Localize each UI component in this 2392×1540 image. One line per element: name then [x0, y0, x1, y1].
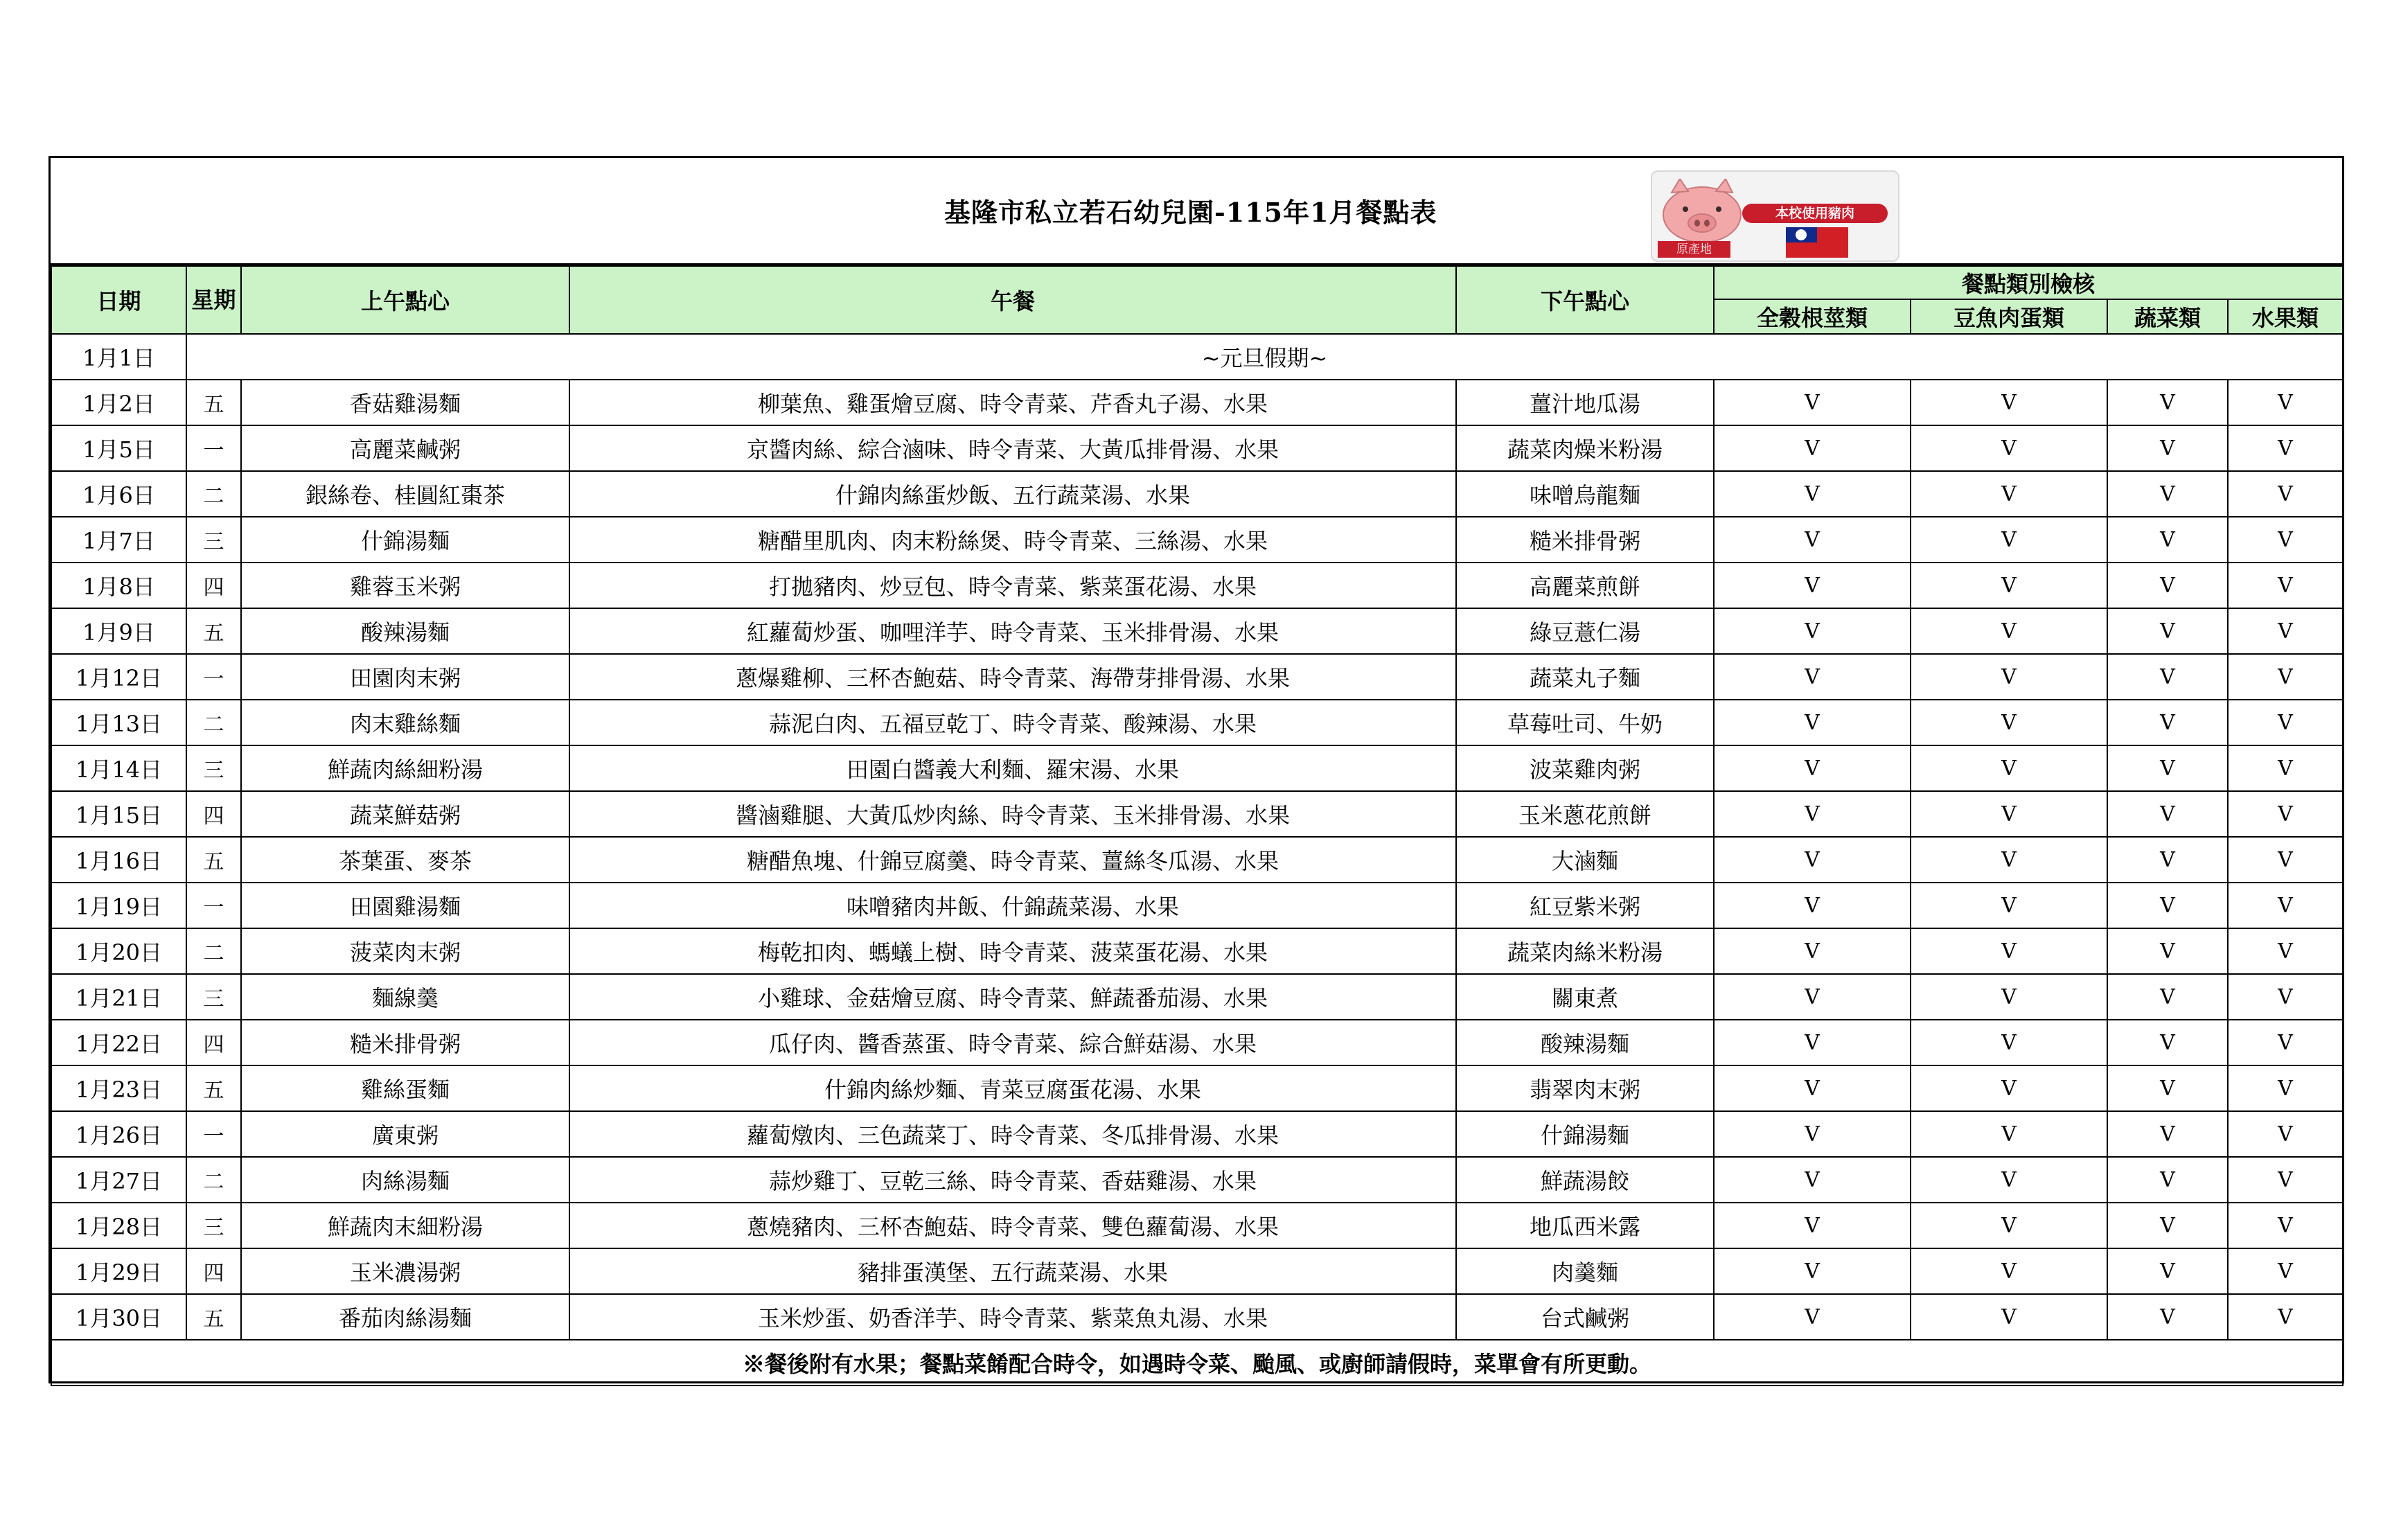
- check-grains: V: [1714, 1294, 1911, 1340]
- menu-lunch: 蔥燒豬肉、三杯杏鮑菇、時令青菜、雙色蘿蔔湯、水果: [569, 1203, 1456, 1248]
- menu-lunch: 蔥爆雞柳、三杯杏鮑菇、時令青菜、海帶芽排骨湯、水果: [569, 654, 1456, 700]
- menu-date: 1月23日: [51, 1065, 186, 1111]
- check-grains: V: [1714, 1065, 1911, 1111]
- menu-afternoon-snack: 蔬菜肉絲米粉湯: [1456, 928, 1714, 974]
- menu-weekday: 五: [186, 608, 241, 654]
- menu-afternoon-snack: 味噌烏龍麵: [1456, 471, 1714, 517]
- table-row: [51, 1111, 2343, 1157]
- table-row: [51, 1294, 2343, 1340]
- menu-lunch: 瓜仔肉、醬香蒸蛋、時令青菜、綜合鮮菇湯、水果: [569, 1020, 1456, 1065]
- check-fruit: V: [2228, 837, 2343, 883]
- check-protein: V: [1911, 1157, 2107, 1203]
- check-grains: V: [1714, 517, 1911, 563]
- header-fruit: 水果類: [2228, 299, 2343, 334]
- check-grains: V: [1714, 471, 1911, 517]
- menu-morning-snack: 菠菜肉末粥: [241, 928, 569, 974]
- menu-weekday: 三: [186, 517, 241, 563]
- menu-afternoon-snack: 紅豆紫米粥: [1456, 883, 1714, 928]
- check-grains: V: [1714, 425, 1911, 471]
- holiday-row: [51, 334, 2343, 380]
- menu-morning-snack: 田園雞湯麵: [241, 883, 569, 928]
- menu-date: 1月22日: [51, 1020, 186, 1065]
- menu-morning-snack: 酸辣湯麵: [241, 608, 569, 654]
- menu-weekday: 五: [186, 380, 241, 425]
- menu-date: 1月14日: [51, 745, 186, 791]
- check-protein: V: [1911, 1065, 2107, 1111]
- menu-morning-snack: 麵線羹: [241, 974, 569, 1020]
- menu-weekday: 一: [186, 883, 241, 928]
- menu-weekday: 四: [186, 1248, 241, 1294]
- menu-weekday: 五: [186, 1065, 241, 1111]
- check-protein: V: [1911, 1111, 2107, 1157]
- check-vegetables: V: [2107, 791, 2228, 837]
- check-protein: V: [1911, 883, 2107, 928]
- check-grains: V: [1714, 974, 1911, 1020]
- menu-date: 1月5日: [51, 425, 186, 471]
- table-row: [51, 608, 2343, 654]
- menu-date: 1月28日: [51, 1203, 186, 1248]
- header-protein: 豆魚肉蛋類: [1911, 299, 2107, 334]
- table-row: [51, 380, 2343, 425]
- check-fruit: V: [2228, 1157, 2343, 1203]
- check-vegetables: V: [2107, 1111, 2228, 1157]
- menu-afternoon-snack: 什錦湯麵: [1456, 1111, 1714, 1157]
- menu-weekday: 三: [186, 974, 241, 1020]
- menu-morning-snack: 廣東粥: [241, 1111, 569, 1157]
- check-vegetables: V: [2107, 1020, 2228, 1065]
- check-fruit: V: [2228, 745, 2343, 791]
- check-protein: V: [1911, 974, 2107, 1020]
- check-protein: V: [1911, 745, 2107, 791]
- menu-lunch: 打拋豬肉、炒豆包、時令青菜、紫菜蛋花湯、水果: [569, 563, 1456, 608]
- check-vegetables: V: [2107, 1065, 2228, 1111]
- header-afternoon-snack: 下午點心: [1456, 266, 1714, 334]
- menu-date: 1月26日: [51, 1111, 186, 1157]
- menu-afternoon-snack: 大滷麵: [1456, 837, 1714, 883]
- menu-lunch: 田園白醬義大利麵、羅宋湯、水果: [569, 745, 1456, 791]
- menu-weekday: 二: [186, 700, 241, 745]
- table-row: [51, 791, 2343, 837]
- check-grains: V: [1714, 928, 1911, 974]
- menu-lunch: 味噌豬肉丼飯、什錦蔬菜湯、水果: [569, 883, 1456, 928]
- table-row: [51, 837, 2343, 883]
- menu-date: 1月20日: [51, 928, 186, 974]
- menu-afternoon-snack: 蔬菜丸子麵: [1456, 654, 1714, 700]
- menu-weekday: 二: [186, 928, 241, 974]
- menu-date: 1月13日: [51, 700, 186, 745]
- check-vegetables: V: [2107, 883, 2228, 928]
- menu-afternoon-snack: 波菜雞肉粥: [1456, 745, 1714, 791]
- check-fruit: V: [2228, 563, 2343, 608]
- holiday-text: ~元旦假期~: [186, 334, 2343, 380]
- table-row: [51, 928, 2343, 974]
- check-fruit: V: [2228, 1111, 2343, 1157]
- menu-lunch: 蒜炒雞丁、豆乾三絲、時令青菜、香菇雞湯、水果: [569, 1157, 1456, 1203]
- menu-afternoon-snack: 地瓜西米露: [1456, 1203, 1714, 1248]
- table-row: [51, 425, 2343, 471]
- menu-morning-snack: 銀絲卷、桂圓紅棗茶: [241, 471, 569, 517]
- menu-date: 1月21日: [51, 974, 186, 1020]
- check-protein: V: [1911, 837, 2107, 883]
- check-vegetables: V: [2107, 700, 2228, 745]
- menu-lunch: 玉米炒蛋、奶香洋芋、時令青菜、紫菜魚丸湯、水果: [569, 1294, 1456, 1340]
- check-protein: V: [1911, 1248, 2107, 1294]
- check-protein: V: [1911, 380, 2107, 425]
- check-vegetables: V: [2107, 974, 2228, 1020]
- header-vegetables: 蔬菜類: [2107, 299, 2228, 334]
- menu-weekday: 四: [186, 563, 241, 608]
- menu-weekday: 二: [186, 1157, 241, 1203]
- check-protein: V: [1911, 1294, 2107, 1340]
- menu-date: 1月9日: [51, 608, 186, 654]
- menu-weekday: 三: [186, 1203, 241, 1248]
- table-row: [51, 563, 2343, 608]
- header-check-group: 餐點類別檢核: [1714, 266, 2343, 299]
- footer-note: ※餐後附有水果；餐點菜餚配合時令，如遇時令菜、颱風、或廚師請假時，菜單會有所更動。: [51, 1340, 2343, 1386]
- menu-afternoon-snack: 玉米蔥花煎餅: [1456, 791, 1714, 837]
- check-grains: V: [1714, 1111, 1911, 1157]
- menu-weekday: 五: [186, 837, 241, 883]
- menu-lunch: 柳葉魚、雞蛋燴豆腐、時令青菜、芹香丸子湯、水果: [569, 380, 1456, 425]
- check-grains: V: [1714, 700, 1911, 745]
- check-grains: V: [1714, 1020, 1911, 1065]
- menu-lunch: 什錦肉絲炒麵、青菜豆腐蛋花湯、水果: [569, 1065, 1456, 1111]
- check-fruit: V: [2228, 1020, 2343, 1065]
- table-row: [51, 471, 2343, 517]
- check-vegetables: V: [2107, 425, 2228, 471]
- check-vegetables: V: [2107, 471, 2228, 517]
- menu-morning-snack: 糙米排骨粥: [241, 1020, 569, 1065]
- menu-weekday: 一: [186, 425, 241, 471]
- menu-weekday: 四: [186, 791, 241, 837]
- check-protein: V: [1911, 1203, 2107, 1248]
- menu-morning-snack: 香菇雞湯麵: [241, 380, 569, 425]
- check-grains: V: [1714, 563, 1911, 608]
- header-date: 日期: [51, 266, 186, 334]
- check-vegetables: V: [2107, 1203, 2228, 1248]
- menu-weekday: 三: [186, 745, 241, 791]
- menu-lunch: 小雞球、金菇燴豆腐、時令青菜、鮮蔬番茄湯、水果: [569, 974, 1456, 1020]
- table-row: [51, 883, 2343, 928]
- check-vegetables: V: [2107, 745, 2228, 791]
- check-grains: V: [1714, 1203, 1911, 1248]
- check-vegetables: V: [2107, 1248, 2228, 1294]
- menu-morning-snack: 田園肉末粥: [241, 654, 569, 700]
- menu-date: 1月2日: [51, 380, 186, 425]
- check-vegetables: V: [2107, 1294, 2228, 1340]
- menu-date: 1月12日: [51, 654, 186, 700]
- check-vegetables: V: [2107, 563, 2228, 608]
- menu-lunch: 蘿蔔燉肉、三色蔬菜丁、時令青菜、冬瓜排骨湯、水果: [569, 1111, 1456, 1157]
- menu-morning-snack: 肉絲湯麵: [241, 1157, 569, 1203]
- check-grains: V: [1714, 837, 1911, 883]
- check-vegetables: V: [2107, 654, 2228, 700]
- menu-morning-snack: 雞絲蛋麵: [241, 1065, 569, 1111]
- menu-weekday: 一: [186, 654, 241, 700]
- check-vegetables: V: [2107, 608, 2228, 654]
- header-morning-snack: 上午點心: [241, 266, 569, 334]
- table-row: [51, 1203, 2343, 1248]
- menu-date: 1月7日: [51, 517, 186, 563]
- menu-weekday: 二: [186, 471, 241, 517]
- check-grains: V: [1714, 654, 1911, 700]
- check-fruit: V: [2228, 1203, 2343, 1248]
- menu-lunch: 京醬肉絲、綜合滷味、時令青菜、大黃瓜排骨湯、水果: [569, 425, 1456, 471]
- menu-lunch: 糖醋里肌肉、肉末粉絲煲、時令青菜、三絲湯、水果: [569, 517, 1456, 563]
- header-grains: 全穀根莖類: [1714, 299, 1911, 334]
- menu-afternoon-snack: 鮮蔬湯餃: [1456, 1157, 1714, 1203]
- check-fruit: V: [2228, 654, 2343, 700]
- badge-banner: 本校使用豬肉: [1742, 204, 1888, 223]
- taiwan-flag-icon: [1786, 227, 1848, 258]
- table-row: [51, 1157, 2343, 1203]
- check-grains: V: [1714, 1157, 1911, 1203]
- check-fruit: V: [2228, 1294, 2343, 1340]
- pig-icon: [1659, 179, 1756, 245]
- check-vegetables: V: [2107, 517, 2228, 563]
- check-protein: V: [1911, 563, 2107, 608]
- check-vegetables: V: [2107, 380, 2228, 425]
- menu-afternoon-snack: 肉羹麵: [1456, 1248, 1714, 1294]
- footer-row: [51, 1340, 2343, 1386]
- check-fruit: V: [2228, 471, 2343, 517]
- check-vegetables: V: [2107, 1157, 2228, 1203]
- table-row: [51, 974, 2343, 1020]
- menu-morning-snack: 雞蓉玉米粥: [241, 563, 569, 608]
- menu-morning-snack: 什錦湯麵: [241, 517, 569, 563]
- menu-morning-snack: 茶葉蛋、麥茶: [241, 837, 569, 883]
- menu-afternoon-snack: 翡翠肉末粥: [1456, 1065, 1714, 1111]
- menu-date: 1月27日: [51, 1157, 186, 1203]
- check-fruit: V: [2228, 883, 2343, 928]
- menu-morning-snack: 番茄肉絲湯麵: [241, 1294, 569, 1340]
- check-vegetables: V: [2107, 928, 2228, 974]
- menu-date: 1月29日: [51, 1248, 186, 1294]
- check-fruit: V: [2228, 380, 2343, 425]
- menu-afternoon-snack: 薑汁地瓜湯: [1456, 380, 1714, 425]
- menu-morning-snack: 蔬菜鮮菇粥: [241, 791, 569, 837]
- menu-weekday: 一: [186, 1111, 241, 1157]
- menu-date: 1月6日: [51, 471, 186, 517]
- check-grains: V: [1714, 1248, 1911, 1294]
- table-row: [51, 1020, 2343, 1065]
- check-grains: V: [1714, 745, 1911, 791]
- check-protein: V: [1911, 700, 2107, 745]
- header-lunch: 午餐: [569, 266, 1456, 334]
- menu-date: 1月19日: [51, 883, 186, 928]
- menu-date: 1月30日: [51, 1294, 186, 1340]
- table-row: [51, 654, 2343, 700]
- menu-lunch: 梅乾扣肉、螞蟻上樹、時令青菜、菠菜蛋花湯、水果: [569, 928, 1456, 974]
- menu-date: 1月15日: [51, 791, 186, 837]
- check-protein: V: [1911, 791, 2107, 837]
- menu-morning-snack: 鮮蔬肉絲細粉湯: [241, 745, 569, 791]
- check-grains: V: [1714, 608, 1911, 654]
- menu-table: [51, 265, 2344, 1386]
- menu-weekday: 五: [186, 1294, 241, 1340]
- menu-morning-snack: 高麗菜鹹粥: [241, 425, 569, 471]
- table-row: [51, 517, 2343, 563]
- menu-lunch: 紅蘿蔔炒蛋、咖哩洋芋、時令青菜、玉米排骨湯、水果: [569, 608, 1456, 654]
- table-row: [51, 1248, 2343, 1294]
- page-title: 基隆市私立若石幼兒園-115年1月餐點表: [944, 197, 1437, 228]
- menu-afternoon-snack: 蔬菜肉燥米粉湯: [1456, 425, 1714, 471]
- check-fruit: V: [2228, 791, 2343, 837]
- menu-afternoon-snack: 關東煮: [1456, 974, 1714, 1020]
- check-fruit: V: [2228, 700, 2343, 745]
- menu-date: 1月8日: [51, 563, 186, 608]
- check-fruit: V: [2228, 517, 2343, 563]
- check-fruit: V: [2228, 425, 2343, 471]
- menu-afternoon-snack: 糙米排骨粥: [1456, 517, 1714, 563]
- check-grains: V: [1714, 883, 1911, 928]
- menu-morning-snack: 肉末雞絲麵: [241, 700, 569, 745]
- header-weekday: 星期: [186, 266, 241, 334]
- menu-weekday: 四: [186, 1020, 241, 1065]
- check-grains: V: [1714, 791, 1911, 837]
- check-fruit: V: [2228, 608, 2343, 654]
- menu-lunch: 什錦肉絲蛋炒飯、五行蔬菜湯、水果: [569, 471, 1456, 517]
- check-protein: V: [1911, 425, 2107, 471]
- check-grains: V: [1714, 380, 1911, 425]
- table-row: [51, 700, 2343, 745]
- holiday-date: 1月1日: [51, 334, 186, 380]
- menu-afternoon-snack: 台式鹹粥: [1456, 1294, 1714, 1340]
- menu-morning-snack: 玉米濃湯粥: [241, 1248, 569, 1294]
- menu-afternoon-snack: 高麗菜煎餅: [1456, 563, 1714, 608]
- check-fruit: V: [2228, 1248, 2343, 1294]
- check-protein: V: [1911, 471, 2107, 517]
- check-protein: V: [1911, 608, 2107, 654]
- menu-lunch: 豬排蛋漢堡、五行蔬菜湯、水果: [569, 1248, 1456, 1294]
- check-protein: V: [1911, 654, 2107, 700]
- menu-afternoon-snack: 酸辣湯麵: [1456, 1020, 1714, 1065]
- menu-afternoon-snack: 草莓吐司、牛奶: [1456, 700, 1714, 745]
- table-row: [51, 745, 2343, 791]
- check-fruit: V: [2228, 974, 2343, 1020]
- title-row: [51, 158, 2342, 265]
- menu-date: 1月16日: [51, 837, 186, 883]
- menu-sheet: [48, 156, 2344, 1383]
- badge-origin-label: 原產地: [1658, 241, 1730, 258]
- table-row: [51, 1065, 2343, 1111]
- check-protein: V: [1911, 928, 2107, 974]
- check-fruit: V: [2228, 1065, 2343, 1111]
- check-protein: V: [1911, 1020, 2107, 1065]
- menu-lunch: 蒜泥白肉、五福豆乾丁、時令青菜、酸辣湯、水果: [569, 700, 1456, 745]
- menu-afternoon-snack: 綠豆薏仁湯: [1456, 608, 1714, 654]
- menu-lunch: 醬滷雞腿、大黃瓜炒肉絲、時令青菜、玉米排骨湯、水果: [569, 791, 1456, 837]
- menu-morning-snack: 鮮蔬肉末細粉湯: [241, 1203, 569, 1248]
- check-protein: V: [1911, 517, 2107, 563]
- pork-origin-badge: [1651, 170, 1899, 262]
- check-vegetables: V: [2107, 837, 2228, 883]
- menu-lunch: 糖醋魚塊、什錦豆腐羹、時令青菜、薑絲冬瓜湯、水果: [569, 837, 1456, 883]
- check-fruit: V: [2228, 928, 2343, 974]
